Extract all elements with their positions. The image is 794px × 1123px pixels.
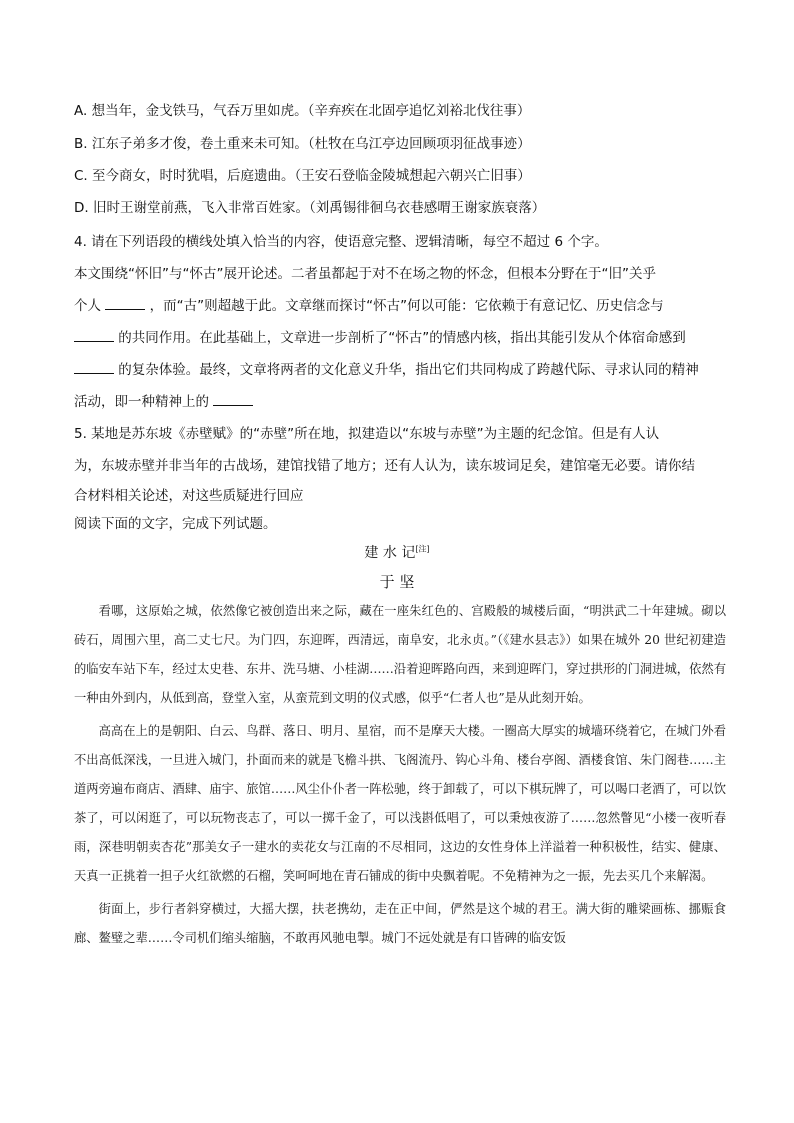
q4-line2-text-b: ，而“古”则超越于此。文章继而探讨“怀古”何以可能：它依赖于有意记忆、历史信念与 bbox=[149, 298, 664, 314]
q4-line3-text: 的共同作用。在此基础上，文章进一步剖析了“怀古”的情感内核，指出其能引发从个体宿命感到 bbox=[118, 330, 686, 346]
q4-line1-text: 本文围绕“怀旧”与“怀古”展开论述。二者虽都起于对不在场之物的怀念，但根本分野在于“旧”关乎 bbox=[74, 266, 656, 282]
question-5-line-2: 为，东坡赤壁并非当年的古战场，建馆找错了地方；还有人认为，读东坡词足矣，建馆毫无必要。请你结 bbox=[74, 458, 695, 474]
q4-line5-text: 活动，即一种精神上的 bbox=[74, 394, 209, 410]
fill-blank-2[interactable] bbox=[74, 329, 114, 342]
question-5-line-1: 5. 某地是苏东坡《赤壁赋》的“赤壁”所在地，拟建造以“东坡与赤壁”为主题的纪念馆。但是有人认 bbox=[74, 426, 660, 442]
question-4-line-1 bbox=[74, 262, 656, 282]
option-b: B. 江东子弟多才俊，卷土重来未可知。（杜牧在乌江亭边回顾项羽征战事迹） bbox=[74, 136, 531, 152]
q4-line2-text-a: 个人 bbox=[74, 298, 101, 314]
essay-body bbox=[74, 597, 726, 953]
essay-title-text: 建 水 记 bbox=[364, 545, 416, 561]
essay-paragraph-2: 高高在上的是朝阳、白云、鸟群、落日、明月、星宿，而不是摩天大楼。一圈高大厚实的城墙环绕着它，在城门外看不出高低深浅，一旦进入城门，扑面而来的就是飞檐斗拱、飞阁流丹、钩心斗角、楼台亭阁、酒楼食馆、朱门阁巷……主道两旁遍布商店、酒肆、庙宇、旅馆……风尘仆仆者一阵松驰，终于卸载了，可以下棋玩牌了，可以喝口老酒了，可以饮茶了，可以闲逛了，可以玩物丧志了，可以一掷千金了，可以浅斟低唱了，可以秉烛夜游了……忽然瞥见“小楼一夜听春雨，深巷明朝卖杏花”那美女子一建水的卖花女与江南的不尽相同，这边的女性身体上洋溢着一种积极性，结实、健康、天真一正挑着一担子火红欲燃的石榴，笑呵呵地在青石铺成的街中央飘着呢。不免精神为之一振，先去买几个来解渴。 bbox=[74, 724, 726, 883]
question-4-line-5 bbox=[74, 390, 253, 410]
essay-author: 于 坚 bbox=[379, 573, 415, 591]
question-4-prompt: 4. 请在下列语段的横线处填入恰当的内容，使语意完整、逻辑清晰，每空不超过 6 个字。 bbox=[74, 234, 608, 250]
fill-blank-4[interactable] bbox=[213, 393, 253, 406]
essay-paragraph-3: 街面上，步行者斜穿横过，大摇大摆，扶老携幼，走在正中间，俨然是这个城的君王。满大街的雕梁画栋、挪赈食廊、鳌璧之辈……令司机们缩头缩脑，不敢再风驰电掣。城门不远处就是有口皆碑的临安饭 bbox=[74, 902, 726, 945]
option-d: D. 旧时王谢堂前燕，飞入非常百姓家。（刘禹锡徘徊乌衣巷感喟王谢家族衰落） bbox=[74, 200, 546, 216]
question-4-line-2 bbox=[74, 294, 664, 314]
fill-blank-1[interactable] bbox=[105, 297, 145, 310]
reading-instruction: 阅读下面的文字，完成下列试题。 bbox=[74, 516, 277, 532]
essay-title bbox=[0, 542, 794, 562]
essay-title-note: [注] bbox=[415, 544, 430, 554]
fill-blank-3[interactable] bbox=[74, 361, 114, 374]
option-a: A. 想当年，金戈铁马，气吞万里如虎。（辛弃疾在北固亭追忆刘裕北伐往事） bbox=[74, 103, 531, 119]
q4-line4-text: 的复杂体验。最终，文章将两者的文化意义升华，指出它们共同构成了跨越代际、寻求认同的精神 bbox=[118, 362, 699, 378]
essay-paragraph-1: 看哪，这原始之城，依然像它被创造出来之际，藏在一座朱红色的、宫殿般的城楼后面，“明洪武二十年建城。砌以砖石，周围六里，高二丈七尺。为门四，东迎晖，西清远，南阜安，北永贞。”（《建水县志》）如果在城外 20 世纪初建造的临安车站下车，经过太史巷、东井、洗马塘、小桂湖……沿着迎晖路向西，来到迎晖门，穿过拱形的门洞进城，依然有一种由外到内，从低到高，登堂入室，从蛮荒到文明的仪式感，似乎“仁者人也”是从此刻开始。 bbox=[74, 604, 726, 705]
question-4-line-4 bbox=[74, 358, 699, 378]
question-4-line-3 bbox=[74, 326, 686, 346]
question-5-line-3: 合材料相关论述，对这些质疑进行回应 bbox=[74, 488, 304, 504]
option-c: C. 至今商女，时时犹唱，后庭遗曲。（王安石登临金陵城想起六朝兴亡旧事） bbox=[74, 168, 531, 184]
